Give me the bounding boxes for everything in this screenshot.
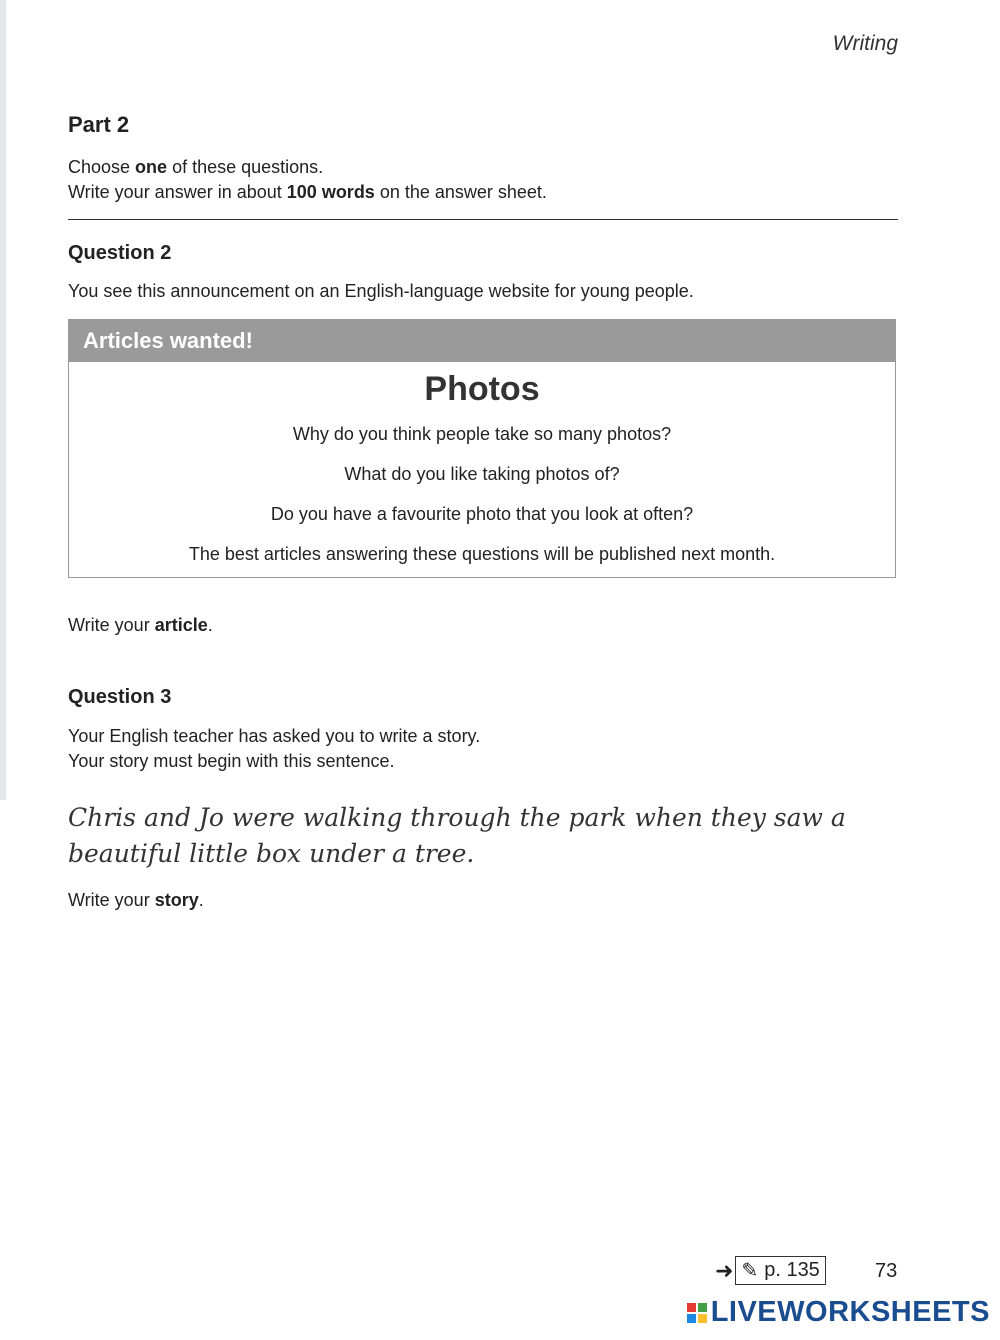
question-3-line-1: Your English teacher has asked you to write a story. (68, 726, 481, 746)
announcement-line: Do you have a favourite photo that you look at often? (270, 504, 694, 524)
reference-box (735, 1256, 825, 1285)
question-3-line-2: Your story must begin with this sentence. (68, 751, 395, 771)
page-number: 73 (875, 1260, 898, 1282)
running-head: Writing (832, 32, 898, 55)
story-opening-sentence: Chris and Jo were walking through the park when they saw a beautiful little box under a tree. (68, 803, 846, 868)
brand-watermark[interactable] (687, 1296, 990, 1329)
reference-page: p. 135 (764, 1259, 820, 1281)
question-2-intro: You see this announcement on an English-language website for young people. (68, 281, 694, 301)
question-3-title: Question 3 (68, 686, 172, 708)
part-title: Part 2 (68, 112, 130, 137)
instruction-line-2: Write your answer in about 100 words on the answer sheet. (68, 182, 547, 202)
question-2-task: Write your article. (68, 615, 213, 635)
page-reference (715, 1256, 826, 1285)
announcement-line: Why do you think people take so many photos? (292, 424, 672, 444)
announcement-header: Articles wanted! (69, 320, 895, 362)
announcement-line: The best articles answering these questions will be published next month. (188, 544, 776, 564)
announcement-title: Photos (424, 370, 540, 408)
question-3-task: Write your story. (68, 890, 204, 910)
announcement-line: What do you like taking photos of? (344, 464, 620, 484)
scan-edge (0, 0, 6, 800)
question-2-title: Question 2 (68, 242, 172, 264)
divider (68, 219, 898, 220)
announcement-box (68, 319, 896, 578)
arrow-right-icon: ➜ (715, 1257, 734, 1283)
instruction-line-1: Choose one of these questions. (68, 157, 324, 177)
brand-logo-icon (687, 1303, 707, 1323)
pencil-icon: ✎ (741, 1260, 759, 1282)
brand-name: LIVEWORKSHEETS (710, 1296, 990, 1328)
